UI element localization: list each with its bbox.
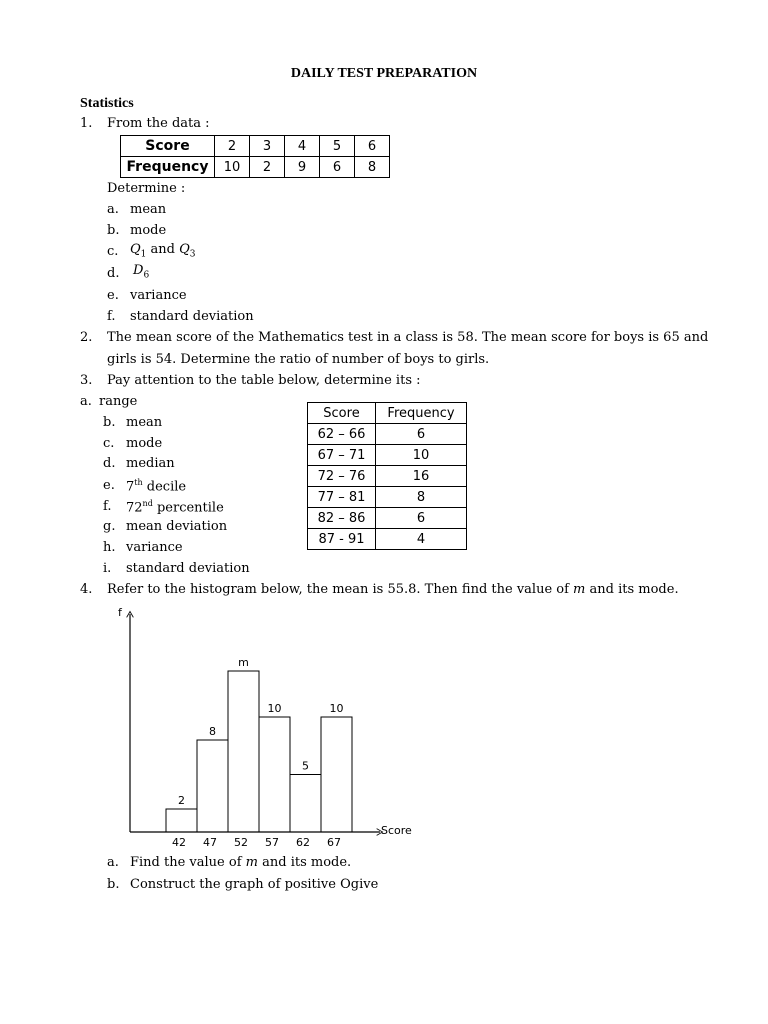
q4-text-post: and its mode. xyxy=(585,582,679,597)
q1-item-letter: c. xyxy=(107,244,119,259)
q3-table-cell: 77 – 81 xyxy=(308,487,376,508)
q3-table-cell: 82 – 86 xyxy=(308,508,376,529)
d-symbol: D xyxy=(133,263,144,278)
q3-item-letter: e. xyxy=(103,478,115,493)
q1-item-decile xyxy=(133,263,149,281)
q3-table-cell: 4 xyxy=(376,529,467,550)
q3-item-letter: c. xyxy=(103,436,115,451)
q3-table xyxy=(307,402,467,550)
q1-table-score: 5 xyxy=(320,136,355,157)
q3-item-text: range xyxy=(99,394,138,409)
q3-item-text: standard deviation xyxy=(126,561,250,576)
ordinal-suffix: nd xyxy=(142,499,153,508)
histogram-bar-67 xyxy=(321,717,352,832)
q4-number: 4. xyxy=(80,582,93,597)
q3-table-cell: 72 – 76 xyxy=(308,466,376,487)
q1-determine: Determine : xyxy=(107,181,186,196)
q4-text-pre: Refer to the histogram below, the mean is 55.8. Then find the value of xyxy=(107,582,574,597)
q2-number: 2. xyxy=(80,330,93,345)
ordinal-number: 72 xyxy=(126,500,143,516)
q1-table xyxy=(120,135,390,178)
q3-symbol: Q xyxy=(179,242,190,257)
q3-table-cell: 62 – 66 xyxy=(308,424,376,445)
q3-table-cell: 6 xyxy=(376,424,467,445)
and-word: and xyxy=(146,242,180,257)
q1-item-letter: f. xyxy=(107,309,116,324)
q1-item-text: mode xyxy=(130,223,167,238)
q4-item-letter: a. xyxy=(107,855,119,870)
q3-item-letter: b. xyxy=(103,415,116,430)
bar-data-label: 10 xyxy=(329,702,344,715)
q3-item-letter: a. xyxy=(80,394,92,409)
page-title: DAILY TEST PREPARATION xyxy=(290,66,478,81)
q1-item-text: standard deviation xyxy=(130,309,254,324)
q3-table-cell: 10 xyxy=(376,445,467,466)
q4-item-letter: b. xyxy=(107,877,120,892)
q3-item-text: mean xyxy=(126,415,163,430)
q3-table-cell: 87 - 91 xyxy=(308,529,376,550)
q1-item-text: variance xyxy=(130,288,187,303)
q1-table-score-label: Score xyxy=(121,136,215,157)
x-tick-label: 67 xyxy=(327,836,341,849)
q3-table-header: Frequency xyxy=(376,403,467,424)
ordinal-suffix: th xyxy=(134,478,143,487)
q1-item-letter: b. xyxy=(107,223,120,238)
bar-data-label: m xyxy=(238,656,249,669)
q1-item-text: mean xyxy=(130,202,167,217)
q3-item-decile xyxy=(126,478,186,494)
bar-data-label: 10 xyxy=(267,702,282,715)
q1-item-letter: a. xyxy=(107,202,119,217)
q4-item-a-post: and its mode. xyxy=(257,855,352,870)
q1-table-frequency: 9 xyxy=(285,157,320,178)
q1-symbol: Q xyxy=(130,242,141,257)
q4-item-a-pre: Find the value of xyxy=(130,855,246,870)
q3-table-cell: 6 xyxy=(376,508,467,529)
histogram-bar-42 xyxy=(166,809,197,832)
x-tick-label: 42 xyxy=(172,836,186,849)
bar-data-label: 2 xyxy=(178,794,185,807)
q3-item-text: mean deviation xyxy=(126,519,228,534)
q3-item-text: mode xyxy=(126,436,163,451)
ordinal-word: decile xyxy=(142,479,187,495)
q3-subscript: 3 xyxy=(189,249,196,260)
ordinal-number: 7 xyxy=(126,479,135,495)
q1-number: 1. xyxy=(80,116,93,131)
q1-table-score: 6 xyxy=(355,136,390,157)
q3-number: 3. xyxy=(80,373,93,388)
q1-item-quartiles xyxy=(130,242,196,260)
q4-item-a-variable: m xyxy=(245,855,258,870)
d-subscript: 6 xyxy=(143,270,150,281)
q4-text xyxy=(107,582,679,597)
q1-table-frequency-label: Frequency xyxy=(121,157,215,178)
q1-table-frequency: 10 xyxy=(215,157,250,178)
x-tick-label: 47 xyxy=(203,836,217,849)
histogram-chart xyxy=(0,600,768,852)
q3-item-text: variance xyxy=(126,540,183,555)
x-axis-label: Score xyxy=(381,824,412,837)
q1-item-letter: d. xyxy=(107,266,120,281)
q2-line2: girls is 54. Determine the ratio of number of boys to girls. xyxy=(107,352,490,367)
q3-item-letter: i. xyxy=(103,561,112,576)
x-tick-label: 52 xyxy=(234,836,248,849)
q3-item-letter: d. xyxy=(103,456,116,471)
q1-table-frequency: 8 xyxy=(355,157,390,178)
q3-item-percentile xyxy=(126,499,224,515)
q3-table-header: Score xyxy=(308,403,376,424)
q1-table-score: 3 xyxy=(250,136,285,157)
bar-data-label: 5 xyxy=(302,759,309,773)
q1-table-frequency: 2 xyxy=(250,157,285,178)
q4-item-a xyxy=(130,855,351,870)
q3-item-letter: f. xyxy=(103,499,112,514)
x-tick-label: 57 xyxy=(265,836,279,849)
histogram-bar-52 xyxy=(228,671,259,832)
section-heading: Statistics xyxy=(80,96,134,111)
bar-data-label: 8 xyxy=(209,725,216,738)
q1-table-score: 4 xyxy=(285,136,320,157)
q1-text: From the data : xyxy=(107,116,210,131)
q3-table-cell: 8 xyxy=(376,487,467,508)
q3-item-letter: g. xyxy=(103,519,116,534)
q4-item-text: Construct the graph of positive Ogive xyxy=(130,877,379,892)
x-tick-label: 62 xyxy=(296,836,310,849)
histogram-bar-62 xyxy=(290,775,321,833)
q3-item-letter: h. xyxy=(103,540,116,555)
y-axis-label: f xyxy=(118,606,122,619)
q3-table-cell: 16 xyxy=(376,466,467,487)
q2-line1: The mean score of the Mathematics test in a class is 58. The mean score for boys is 65 and xyxy=(107,330,709,345)
q1-table-score: 2 xyxy=(215,136,250,157)
histogram-bar-47 xyxy=(197,740,228,832)
q1-subscript: 1 xyxy=(140,249,147,260)
q1-item-letter: e. xyxy=(107,288,119,303)
q4-variable: m xyxy=(573,582,586,597)
q3-table-cell: 67 – 71 xyxy=(308,445,376,466)
ordinal-word: percentile xyxy=(152,500,224,516)
histogram-bar-57 xyxy=(259,717,290,832)
q3-item-text: median xyxy=(126,456,175,471)
q1-table-frequency: 6 xyxy=(320,157,355,178)
q3-text: Pay attention to the table below, determine its : xyxy=(107,373,421,388)
